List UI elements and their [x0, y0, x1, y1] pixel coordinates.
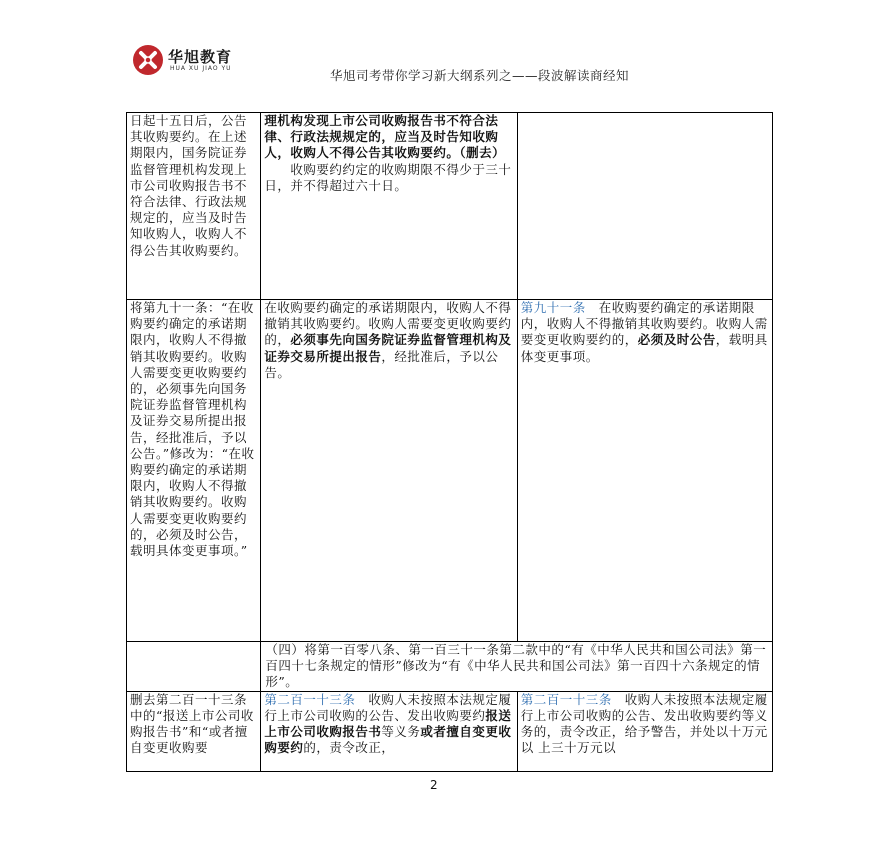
amendment-cell [127, 642, 261, 692]
original-text: 等义务 [381, 724, 421, 740]
brand-logo [132, 44, 272, 80]
revised-text-cell [517, 691, 772, 771]
revised-text: 收购人未按照本法规定履行上市公司收购的公告、发出收购要约等义务的，责令改正，给予警告，并处以十万元以 上三十万元以 [520, 691, 768, 756]
article-reference: 第九十一条 [520, 300, 586, 315]
table-row [127, 300, 773, 642]
revised-text-cell [517, 300, 772, 642]
header-title: 华旭司考带你学习新大纲系列之——段波解读商经知 [330, 68, 630, 83]
emphasized-text: 必须事先向国务院证券监督管理机构及证券交易所提出报告 [264, 332, 512, 364]
original-text-cell [261, 113, 517, 300]
article-reference: 第二百一十三条 [264, 691, 356, 707]
amendment-cell: 将第九十一条：“在收购要约确定的承诺期限内，收购人不得撤销其收购要约。收购人需要变更收购要约的，必须事先向国务院证券监督管理机构及证券交易所提出报告，经批准后，予以公告。”修改为：“在收购要约确定的承诺期限内，收购人不得撤销其收购要约。收购人需要变更收购要约的，必须及时公告，载明具体变更事项。” [127, 300, 261, 642]
table-row [127, 113, 773, 300]
original-text-cell [261, 691, 517, 771]
revised-text: 在收购要约确定的承诺期限内，收购人不得撤销其收购要约。收购人需要变更收购要约的， [520, 300, 768, 348]
original-text: 收购人未按照本法规定履行上市公司收购的公告、发出收购要约 [264, 691, 512, 723]
huaxu-logo-icon [132, 44, 164, 76]
logo-english-text: HUA XU JIAO YU [170, 65, 232, 72]
article-reference: 第二百一十三条 [520, 691, 612, 707]
revised-text: ，载明具体变更事项。 [520, 332, 768, 364]
emphasized-text: 必须及时公告 [637, 332, 716, 348]
emphasized-text: 或者擅自变更收购要约 [264, 724, 512, 756]
original-text-cell [261, 300, 517, 642]
original-text: ，经批准后，予以公告。 [264, 348, 499, 380]
emphasized-text: 报送上市公司收购报告书 [264, 707, 512, 740]
comparison-table [126, 112, 773, 772]
table-row [127, 642, 773, 692]
page-number: 2 [430, 778, 438, 792]
revised-text-cell [517, 113, 772, 300]
original-text: 的，责令改正， [303, 740, 395, 756]
logo-chinese-text: 华旭教育 [168, 48, 233, 66]
amendment-cell: 日起十五日后，公告其收购要约。在上述期限内，国务院证券监督管理机构发现上市公司收购报告书不符合法律、行政法规规定的，应当及时告知收购人，收购人不得公告其收购要约。 [127, 113, 261, 300]
table-row [127, 691, 773, 771]
original-text: 收购要约约定的收购期限不得少于三十日，并不得超过六十日。 [264, 161, 512, 193]
merged-note-cell: （四）将第一百零八条、第一百三十一条第二款中的“有《中华人民共和国公司法》第一百四十七条规定的情形”修改为“有《中华人民共和国公司法》第一百四十六条规定的情形”。 [261, 642, 773, 692]
original-text: 在收购要约确定的承诺期限内，收购人不得撤销其收购要约。收购人需要变更收购要约的， [264, 300, 512, 348]
deleted-text: 理机构发现上市公司收购报告书不符合法律、行政法规规定的，应当及时告知收购人，收购人不得公告其收购要约。（删去） [264, 113, 506, 161]
amendment-cell: 删去第二百一十三条中的“报送上市公司收购报告书”和“或者擅自变更收购要 [127, 691, 261, 771]
